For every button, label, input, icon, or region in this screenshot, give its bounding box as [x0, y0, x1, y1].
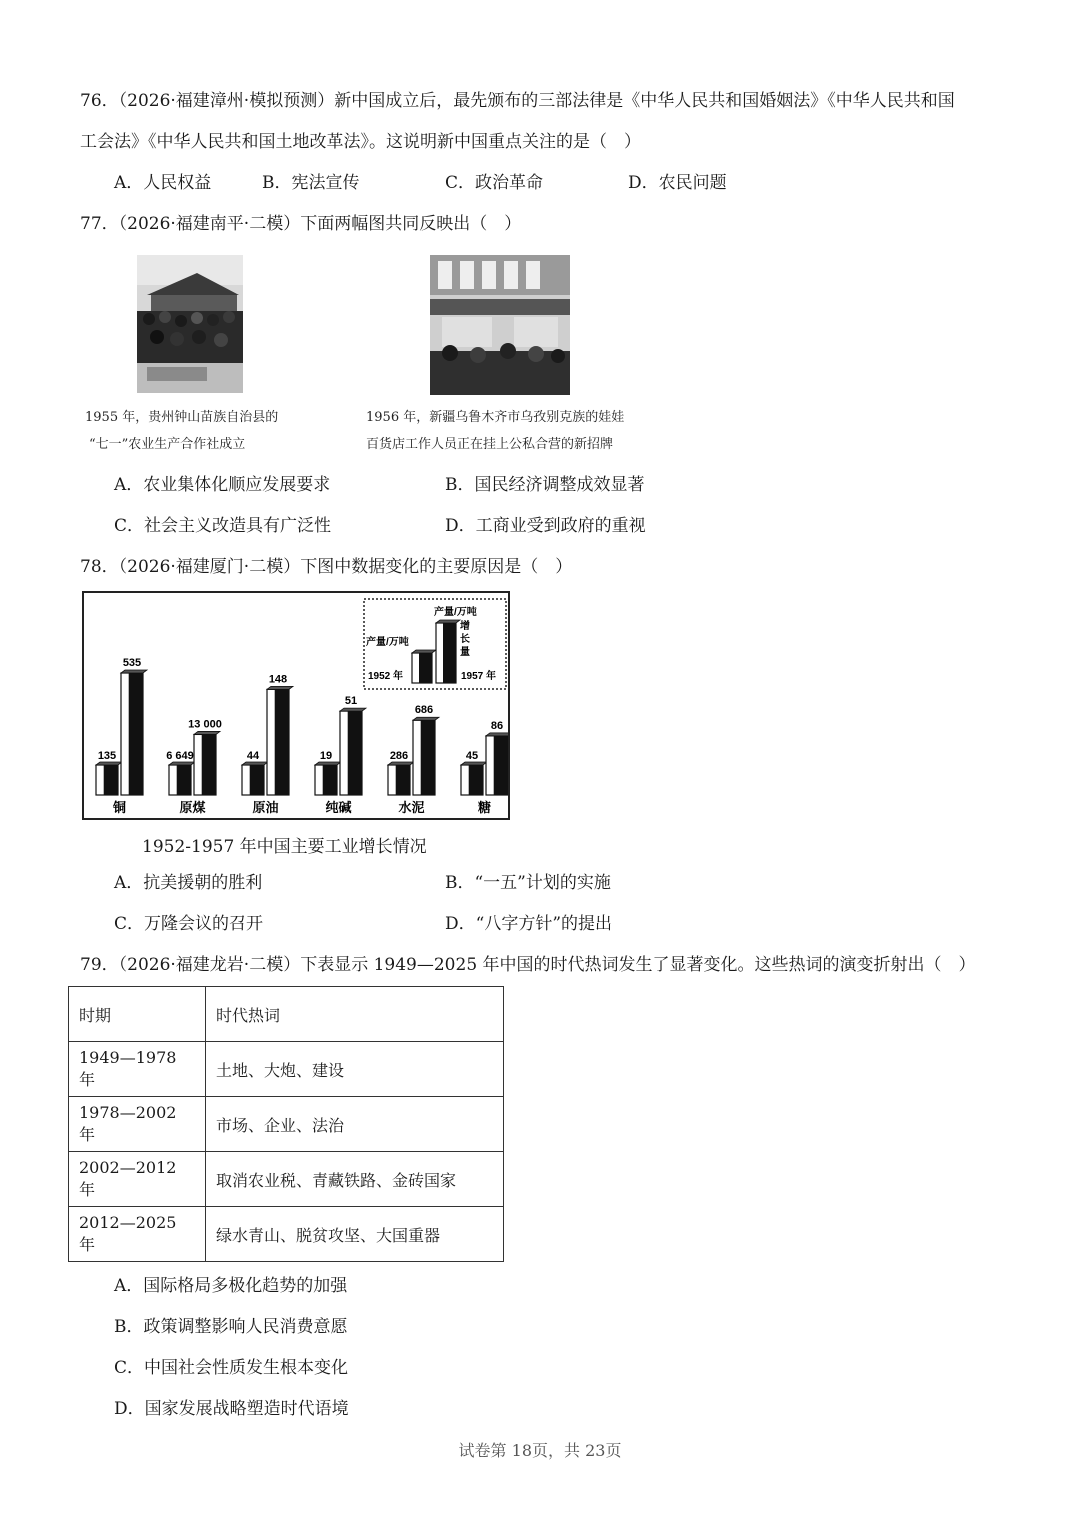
q79-option-a[interactable]: A．国际格局多极化趋势的加强	[114, 1276, 348, 1296]
bar-1952-0-shade	[104, 765, 118, 795]
data-label-1957-2: 148	[268, 673, 288, 686]
photo2-caption-line2: 百货店工作人员正在挂上公私合营的新招牌	[366, 437, 614, 452]
q79-option-c[interactable]: C．中国社会性质发生根本变化	[114, 1358, 349, 1378]
q79-option-d[interactable]: D．国家发展战略塑造时代语境	[114, 1399, 349, 1419]
q76-option-a[interactable]: A．人民权益	[114, 173, 212, 193]
table-cell-period: 2012—2025 年	[69, 1207, 206, 1262]
photo1-caption-line1: 1955 年，贵州钟山苗族自治县的	[85, 410, 279, 425]
cooperative-photo	[137, 255, 243, 393]
bar-1957-3-shade	[348, 711, 362, 795]
data-label-1957-1: 13 000	[188, 718, 222, 731]
data-label-1957-3: 51	[344, 695, 358, 708]
legend-unit-1952: 产量/万吨	[366, 637, 409, 648]
bar-1957-2-shade	[275, 689, 289, 795]
legend-bars	[412, 620, 460, 683]
table-cell-hotwords: 绿水青山、脱贫攻坚、大国重器	[206, 1207, 504, 1262]
q77-option-c[interactable]: C．社会主义改造具有广泛性	[114, 516, 332, 536]
category-label-1: 原煤	[179, 801, 206, 816]
legend-growth-char-3: 量	[460, 647, 470, 658]
q76-stem-line2: 工会法》《中华人民共和国土地改革法》。这说明新中国重点关注的是（ ）	[80, 132, 641, 152]
bar-1957-5-shade	[494, 736, 508, 795]
data-label-1952-1: 6 649	[166, 750, 194, 762]
bar-1957-0-shade	[129, 673, 143, 795]
table-row	[69, 1152, 504, 1207]
bar-1952-3-top	[315, 762, 341, 765]
table-header-row	[69, 987, 504, 1042]
bar-1957-4-shade	[421, 720, 435, 795]
legend-bar-1957-shade	[443, 623, 456, 683]
bar-1957-4-top	[413, 717, 439, 720]
legend-growth-char-2: 长	[460, 634, 470, 645]
q77-stem: 77．（2026·福建南平·二模）下面两幅图共同反映出（ ）	[80, 214, 522, 234]
department-store-photo	[430, 255, 570, 395]
table-header-hotwords: 时代热词	[206, 987, 504, 1042]
page-footer: 试卷第 18页，共 23页	[458, 1441, 622, 1460]
category-label-4: 水泥	[398, 801, 425, 816]
bar-1952-2-top	[242, 762, 268, 765]
legend-bar-1957-top	[436, 620, 460, 623]
q78-stem: 78．（2026·福建厦门·二模）下图中数据变化的主要原因是（ ）	[80, 557, 573, 577]
legend-year-1952: 1952 年	[368, 671, 404, 682]
q76-option-d[interactable]: D．农民问题	[628, 173, 727, 193]
bar-1952-4-shade	[396, 765, 410, 795]
data-label-1952-2: 44	[246, 750, 260, 762]
table-header-period: 时期	[69, 987, 206, 1042]
legend-bar-1952-top	[412, 650, 436, 653]
q78-option-d[interactable]: D．“八字方针”的提出	[445, 914, 613, 934]
table-row	[69, 1097, 504, 1152]
q78-option-c[interactable]: C．万隆会议的召开	[114, 914, 264, 934]
bar-1952-1-shade	[177, 765, 191, 795]
bar-1952-0-top	[96, 762, 122, 765]
q79-stem: 79．（2026·福建龙岩·二模）下表显示 1949—2025 年中国的时代热词发生了显著变化。这些热词的演变折射出（ ）	[80, 955, 976, 975]
legend-year-1957: 1957 年	[461, 671, 497, 682]
category-label-5: 糖	[477, 801, 492, 816]
table-row	[69, 1207, 504, 1262]
chart-svg	[84, 593, 508, 818]
bar-1957-1-shade	[202, 734, 216, 795]
hotwords-table	[68, 986, 504, 1262]
table-cell-hotwords: 取消农业税、青藏铁路、金砖国家	[206, 1152, 504, 1207]
data-label-1952-4: 286	[389, 750, 409, 762]
category-label-3: 纯碱	[325, 801, 352, 816]
table-cell-period: 2002—2012 年	[69, 1152, 206, 1207]
category-label-0: 铜	[112, 801, 127, 816]
q76-option-c[interactable]: C．政治革命	[445, 173, 544, 193]
data-label-1952-5: 45	[465, 750, 479, 762]
q76-stem-line1: 76．（2026·福建漳州·模拟预测）新中国成立后，最先颁布的三部法律是《中华人民共和国婚姻法》《中华人民共和国	[80, 91, 955, 111]
data-label-1957-4: 686	[414, 704, 434, 717]
q77-option-a[interactable]: A．农业集体化顺应发展要求	[114, 475, 331, 495]
chart-title: 1952-1957 年中国主要工业增长情况	[142, 837, 427, 857]
table-cell-hotwords: 土地、大炮、建设	[206, 1042, 504, 1097]
category-label-2: 原油	[252, 801, 279, 816]
bar-1957-0-top	[121, 670, 147, 673]
data-label-1952-3: 19	[319, 750, 333, 762]
q78-option-a[interactable]: A．抗美援朝的胜利	[114, 873, 263, 893]
bar-1952-3-shade	[323, 765, 337, 795]
table-cell-period: 1978—2002 年	[69, 1097, 206, 1152]
q78-option-b[interactable]: B．“一五”计划的实施	[445, 873, 611, 893]
bar-1952-1-top	[169, 762, 195, 765]
data-label-1952-0: 135	[97, 750, 117, 762]
photo2-caption-line1: 1956 年，新疆乌鲁木齐市乌孜别克族的娃娃	[366, 410, 625, 425]
bar-1952-5-shade	[469, 765, 483, 795]
q79-option-b[interactable]: B．政策调整影响人民消费意愿	[114, 1317, 348, 1337]
bar-1957-3-top	[340, 708, 366, 711]
q77-option-b[interactable]: B．国民经济调整成效显著	[445, 475, 645, 495]
data-label-1957-5: 86	[490, 719, 504, 732]
legend-bar-1952-shade	[419, 653, 432, 683]
table-cell-period: 1949—1978 年	[69, 1042, 206, 1097]
bar-1952-5-top	[461, 762, 487, 765]
q76-option-b[interactable]: B．宪法宣传	[262, 173, 360, 193]
legend-growth-char-1: 增	[460, 621, 470, 632]
photo1-caption-line2: “七一”农业生产合作社成立	[89, 437, 246, 452]
data-label-1957-0: 535	[122, 657, 142, 669]
table-cell-hotwords: 市场、企业、法治	[206, 1097, 504, 1152]
legend-unit-1957: 产量/万吨	[434, 607, 477, 618]
bar-1952-2-shade	[250, 765, 264, 795]
bar-1957-2-top	[267, 686, 293, 689]
bar-1952-4-top	[388, 762, 414, 765]
bar-1957-1-top	[194, 731, 220, 734]
table-row	[69, 1042, 504, 1097]
industry-growth-chart	[82, 591, 510, 820]
bar-1957-5-top	[486, 733, 508, 736]
q77-option-d[interactable]: D．工商业受到政府的重视	[445, 516, 646, 536]
